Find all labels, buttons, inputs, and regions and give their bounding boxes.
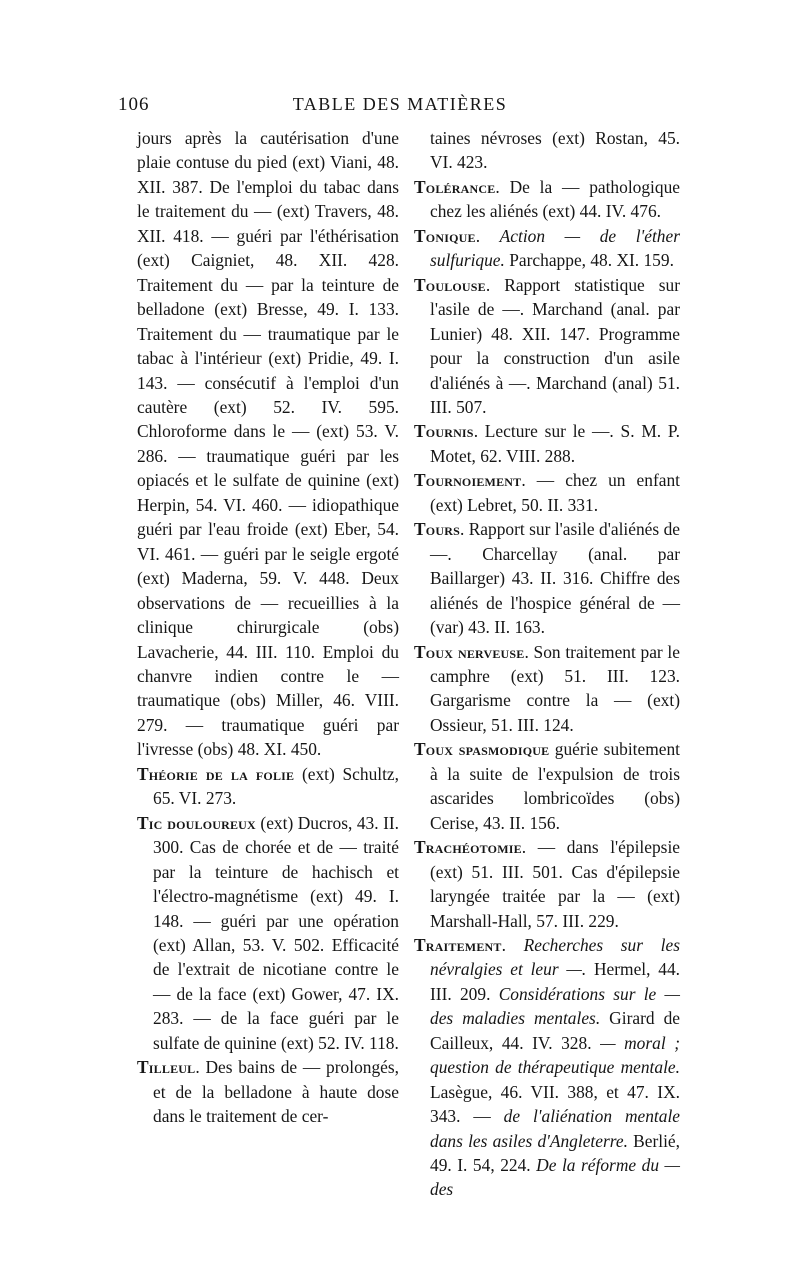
running-title: TABLE DES MATIÈRES [292, 94, 508, 114]
index-entry: Tournoiement. — chez un enfant (ext) Lebret, 50. II. 331. [414, 470, 680, 515]
entry-term: Toux nerveuse [414, 641, 525, 662]
index-entry: Trachéotomie. — dans l'épilepsie (ext) 51. III. 501. Cas d'épilepsie laryngée traitée par la — (ext) Marshall-Hall, 57. III. 229. [414, 837, 680, 931]
index-entry: Tonique. Action — de l'éther sulfurique. Parchappe, 48. XI. 159. [414, 225, 680, 271]
page-header [118, 94, 682, 122]
entry-term: Tours [414, 519, 460, 540]
index-entry: taines névroses (ext) Rostan, 45. VI. 423. [430, 128, 680, 173]
index-entry: Toux spasmodique guérie subitement à la suite de l'expulsion de trois ascarides lombricoïdes (obs) Cerise, 43. II. 156. [414, 739, 680, 833]
entry-term: Tic douloureux [137, 812, 256, 833]
entry-term: Tilleul [137, 1057, 196, 1078]
index-entry: Traitement. Recherches sur les névralgies et leur —. Hermel, 44. III. 209. Considérations sur le — des maladies mentales. Girard de Cailleux, 44. IV. 328. — moral ; question de thérapeutique mentale. Lasègue, 46. VII. 388, et 47. IX. 343. — de l'aliénation mentale dans les asiles d'Angleterre. Berlié, 49. I. 54, 224. De la réforme du — des [414, 934, 681, 1200]
index-entry: Théorie de la folie (ext) Schultz, 65. VI. 273. [137, 763, 399, 809]
entry-term: Tolérance [414, 176, 496, 197]
index-entry: Tours. Rapport sur l'asile d'aliénés de —. Charcellay (anal. par Baillarger) 43. II. 316. Chiffre des aliénés de l'hospice général de — (var) 43. II. 163. [414, 519, 680, 638]
entry-term: Tournis [414, 421, 474, 442]
index-entry: Toux nerveuse. Son traitement par le camphre (ext) 51. III. 123. Gargarisme contre la — (ext) Ossieur, 51. III. 124. [414, 641, 680, 735]
entry-term: Tonique [414, 225, 476, 246]
entry-term: Traitement [414, 934, 502, 955]
index-entry: Tournis. Lecture sur le —. S. M. P. Motet, 62. VIII. 288. [414, 421, 680, 466]
page-number: 106 [118, 94, 150, 115]
index-entry: Tilleul. Des bains de — prolongés, et de la belladone à haute dose dans le traitement de cer- [137, 1057, 399, 1127]
entry-term: Toulouse [414, 274, 486, 295]
entry-term: Théorie de la folie [137, 763, 295, 784]
left-column [137, 126, 399, 1129]
right-column [414, 126, 680, 1202]
index-entry: Tolérance. De la — pathologique chez les aliénés (ext) 44. IV. 476. [414, 176, 680, 222]
index-entry: jours après la cautérisation d'une plaie contuse du pied (ext) Viani, 48. XII. 387. De l'emploi du tabac dans le traitement du — (ext) Travers, 48. XII. 418. — guéri par l'éthérisation (ext) Caigniet, 48. XII. 428. Traitement du — par la teinture de belladone (ext) Bresse, 49. I. 133. Traitement du — traumatique par le tabac à l'intérieur (ext) Pridie, 49. I. 143. — consécutif à l'emploi d'un cautère (ext) 52. IV. 595. Chloroforme dans le — (ext) 53. V. 286. — traumatique guéri par les opiacés et le sulfate de quinine (ext) Herpin, 54. VI. 460. — idiopathique guéri par l'eau froide (ext) Eber, 54. VI. 461. — guéri par le seigle ergoté (ext) Maderna, 59. V. 448. Deux observations de — recueillies à la clinique chirurgicale (obs) Lavacherie, 44. III. 110. Emploi du chanvre indien contre le — traumatique (obs) Miller, 46. VIII. 279. — traumatique guéri par l'ivresse (obs) 48. XI. 450. [137, 128, 399, 760]
index-entry: Tic douloureux (ext) Ducros, 43. II. 300. Cas de chorée et de — traité par la teinture de hachisch et l'électro-magnétisme (ext) 49. I. 148. — guéri par une opération (ext) Allan, 53. V. 502. Efficacité de l'extrait de nicotiane contre le — de la face (ext) Gower, 47. IX. 283. — de la face guéri par le sulfate de quinine (ext) 52. IV. 118. [137, 812, 399, 1053]
entry-term: Toux spasmodique [414, 739, 550, 760]
index-entry: Toulouse. Rapport statistique sur l'asile de —. Marchand (anal. par Lunier) 48. XII. 147. Programme pour la construction d'un asile d'aliénés à —. Marchand (anal) 51. III. 507. [414, 274, 680, 417]
entry-term: Tournoiement [414, 470, 522, 491]
entry-term: Trachéotomie [414, 837, 522, 858]
